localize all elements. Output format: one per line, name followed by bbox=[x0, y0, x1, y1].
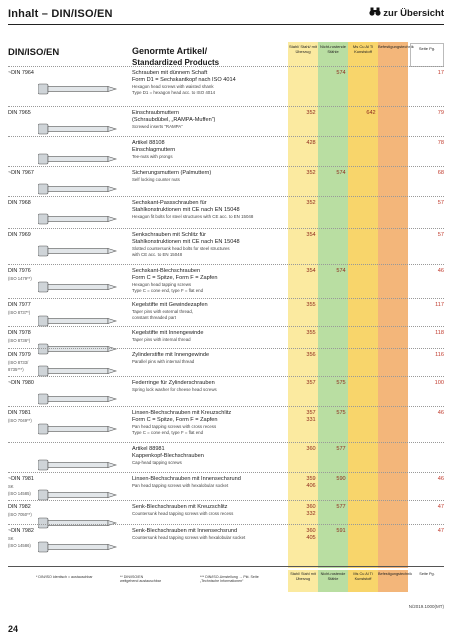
catalog-page-stainless: 577 bbox=[336, 446, 346, 452]
din-number bbox=[8, 504, 32, 518]
catalog-page-steel: 356 bbox=[306, 352, 316, 358]
row-divider bbox=[8, 166, 444, 167]
column-header-fastening: Befestigungstechnik bbox=[378, 44, 414, 49]
row-divider bbox=[8, 442, 444, 443]
overview-label: zur Übersicht bbox=[383, 7, 444, 19]
product-image bbox=[38, 244, 114, 258]
row-divider bbox=[8, 524, 444, 525]
products-heading bbox=[132, 46, 219, 68]
description-en: Taper pins with external thread, constant threaded part bbox=[132, 309, 194, 320]
iso-label: (ISO 1479**) bbox=[8, 276, 32, 281]
description-en: Parallel pins with internal thread bbox=[132, 359, 195, 364]
catalog-page-steel: 352 bbox=[306, 170, 316, 176]
page-link[interactable]: 46 bbox=[437, 476, 444, 482]
column-header-steel: Stahl/ Stahl/ mit Überzug bbox=[288, 44, 317, 54]
iso-label: SK (ISO 14586) bbox=[8, 536, 31, 548]
description-en: Tee-nuts with prongs bbox=[132, 154, 173, 159]
catalog-page-steel: 357 331 bbox=[306, 410, 316, 423]
page-link[interactable]: 46 bbox=[437, 410, 444, 416]
iso-label: (ISO 7050**) bbox=[8, 512, 32, 517]
table-row[interactable] bbox=[8, 268, 444, 296]
description-en: Pan head tapping screws with cross recess Type C = cone end, type F = flat end bbox=[132, 424, 217, 435]
catalog-page-stainless: 591 bbox=[336, 528, 346, 534]
product-description bbox=[132, 232, 292, 257]
table-row[interactable] bbox=[8, 232, 444, 260]
document-code: N/2019.1000(MT) bbox=[408, 604, 444, 609]
row-divider bbox=[8, 376, 444, 377]
table-row[interactable] bbox=[8, 528, 444, 556]
page-link[interactable]: 57 bbox=[437, 200, 444, 206]
product-description bbox=[132, 302, 292, 320]
din-label: ~DIN 7967 bbox=[8, 170, 34, 176]
description-en: Spring lock washer for cheese head screws bbox=[132, 387, 217, 392]
table-row[interactable] bbox=[8, 170, 444, 198]
row-divider bbox=[8, 348, 444, 349]
description-de: Senk-Blechschrauben mit Kreuzschlitz bbox=[132, 504, 228, 510]
product-description bbox=[132, 268, 292, 293]
catalog-page-steel: 352 bbox=[306, 110, 316, 116]
description-de: Artikel 88981 Kappenkopf-Blechschrauben bbox=[132, 446, 204, 459]
table-row[interactable] bbox=[8, 380, 444, 408]
products-heading-en: Standardized Products bbox=[132, 58, 220, 67]
product-description bbox=[132, 504, 292, 517]
din-number bbox=[8, 232, 31, 239]
product-description bbox=[132, 410, 292, 435]
din-number bbox=[8, 380, 34, 387]
product-image bbox=[38, 82, 114, 96]
footer-legend-page: Seite Pg. bbox=[419, 572, 435, 576]
footer-legend-fastening: Befestigungstechnik bbox=[378, 570, 408, 592]
table-row[interactable] bbox=[8, 140, 444, 168]
page-link[interactable]: 17 bbox=[437, 70, 444, 76]
iso-label: (ISO 8736*) bbox=[8, 338, 31, 343]
description-de: Senk-Blechschrauben mit Innensechsrund bbox=[132, 528, 238, 534]
din-label: DIN 7965 bbox=[8, 110, 31, 116]
catalog-page-nonferrous: 642 bbox=[366, 110, 376, 116]
description-en: Pan head tapping screws with hexalobular socket bbox=[132, 483, 229, 488]
catalog-page-steel: 357 bbox=[306, 380, 316, 386]
din-number bbox=[8, 528, 34, 549]
description-de: Linsen-Blechschrauben mit Innensechsrund bbox=[132, 476, 241, 482]
catalog-page-steel: 352 bbox=[306, 200, 316, 206]
description-de: Federringe für Zylinderschrauben bbox=[132, 380, 215, 386]
din-number bbox=[8, 70, 34, 77]
description-en: Slotted countersunk head bolts for steel structures with CE acc. to EN 15048 bbox=[132, 246, 230, 257]
iso-label: SK (ISO 14585) bbox=[8, 484, 31, 496]
product-image bbox=[38, 182, 114, 196]
din-column-heading: DIN/ISO/EN bbox=[8, 47, 60, 58]
product-image bbox=[38, 392, 114, 406]
column-header-page: Seite Pg. bbox=[410, 43, 444, 67]
catalog-page-stainless: 575 bbox=[336, 410, 346, 416]
overview-link[interactable] bbox=[369, 7, 444, 19]
din-number bbox=[8, 200, 31, 207]
description-en: Cap-head tapping screws bbox=[132, 460, 182, 465]
table-row[interactable] bbox=[8, 446, 444, 474]
product-image bbox=[38, 122, 114, 136]
catalog-page-steel: 354 bbox=[306, 232, 316, 238]
description-en: Countersunk head tapping screws with cross recess bbox=[132, 511, 234, 516]
catalog-page-steel: 428 bbox=[306, 140, 316, 146]
page-link[interactable]: 118 bbox=[435, 330, 444, 336]
description-de: Schrauben mit dünnem Schaft Form D1 = Sechskantkopf nach ISO 4014 bbox=[132, 70, 236, 83]
products-heading-de: Genormte Artikel/ bbox=[132, 46, 208, 56]
description-de: Linsen-Blechschrauben mit Kreuzschlitz Form C = Spitze, Form F = Zapfen bbox=[132, 410, 232, 423]
header-rule bbox=[8, 24, 444, 25]
product-description bbox=[132, 352, 292, 365]
page-title: Inhalt – DIN/ISO/EN bbox=[8, 8, 113, 20]
catalog-page-stainless: 590 bbox=[336, 476, 346, 482]
footer-legend-stainless: Nicht-rostende Stähle bbox=[318, 570, 348, 592]
product-image bbox=[38, 152, 114, 166]
din-number bbox=[8, 352, 31, 373]
footnote-3: *** DIN/ISO-Umstellung → Pkt. Seite „Technische Informationen“ bbox=[200, 575, 259, 584]
din-label: ~DIN 7982 bbox=[8, 528, 34, 534]
iso-label: (ISO 8737*) bbox=[8, 310, 31, 315]
page-link[interactable]: 79 bbox=[437, 110, 444, 116]
row-divider bbox=[8, 472, 444, 473]
page-link[interactable]: 68 bbox=[437, 170, 444, 176]
din-number bbox=[8, 170, 34, 177]
iso-label: (ISO 8733/ 8735***) bbox=[8, 360, 29, 372]
footnote-2: ** DIN/ISO/EN weitgehend austauschbar bbox=[120, 575, 161, 584]
product-image bbox=[38, 212, 114, 226]
description-en: Taper pins with internal thread bbox=[132, 337, 191, 342]
description-de: Kegelstifte mit Gewindezapfen bbox=[132, 302, 208, 308]
row-divider bbox=[8, 228, 444, 229]
din-label: DIN 7977 bbox=[8, 302, 31, 308]
table-row[interactable] bbox=[8, 410, 444, 438]
product-description bbox=[132, 110, 292, 130]
catalog-page-steel: 355 bbox=[306, 330, 316, 336]
din-label: DIN 7969 bbox=[8, 232, 31, 238]
catalog-page-stainless: 574 bbox=[336, 268, 346, 274]
product-image bbox=[38, 280, 114, 294]
page-link[interactable]: 47 bbox=[437, 528, 444, 534]
catalog-page-steel: 354 bbox=[306, 268, 316, 274]
catalog-page-steel: 359 406 bbox=[306, 476, 316, 489]
din-number bbox=[8, 330, 31, 344]
row-divider bbox=[8, 264, 444, 265]
catalog-page-steel: 360 405 bbox=[306, 528, 316, 541]
binoculars-icon bbox=[369, 7, 381, 19]
din-label: DIN 7982 bbox=[8, 504, 31, 510]
din-label: ~DIN 7980 bbox=[8, 380, 34, 386]
catalog-page-stainless: 577 bbox=[336, 504, 346, 510]
page-link[interactable]: 117 bbox=[435, 302, 444, 308]
product-description bbox=[132, 330, 292, 343]
description-de: Artikel 88108 Einschlagmuttern bbox=[132, 140, 176, 153]
din-number bbox=[8, 302, 31, 316]
catalog-page-stainless: 575 bbox=[336, 380, 346, 386]
row-divider bbox=[8, 500, 444, 501]
page-link[interactable]: 78 bbox=[437, 140, 444, 146]
product-description bbox=[132, 446, 292, 466]
page-link[interactable]: 57 bbox=[437, 232, 444, 238]
description-de: Zylinderstifte mit Innengewinde bbox=[132, 352, 210, 358]
page-link[interactable]: 47 bbox=[437, 504, 444, 510]
catalog-page-steel: 360 332 bbox=[306, 504, 316, 517]
din-label: DIN 7979 bbox=[8, 352, 31, 358]
row-divider bbox=[8, 106, 444, 107]
description-en: Countersunk head tapping screws with hexalobular socket bbox=[132, 535, 246, 540]
row-divider bbox=[8, 196, 444, 197]
product-image bbox=[38, 458, 114, 472]
catalog-page-steel: 355 bbox=[306, 302, 316, 308]
row-divider bbox=[8, 66, 444, 67]
catalog-page-stainless: 574 bbox=[336, 170, 346, 176]
column-header-nonferrous: Ms Cu Al Ti Kunststoff bbox=[352, 44, 374, 54]
description-en: Hexagon head tapping screws Type C = cone end, type F = flat end bbox=[132, 282, 204, 293]
description-de: Sicherungsmuttern (Palmuttern) bbox=[132, 170, 212, 176]
table-row[interactable] bbox=[8, 70, 444, 98]
product-description bbox=[132, 200, 292, 220]
product-description bbox=[132, 528, 292, 541]
product-description bbox=[132, 70, 292, 95]
table-row[interactable] bbox=[8, 110, 444, 138]
description-de: Einschraubmuttern (Schraubdübel, „RAMPA-Muffen“) bbox=[132, 110, 216, 123]
footer-rule bbox=[8, 566, 444, 567]
page-link[interactable]: 116 bbox=[435, 352, 444, 358]
footer-legend-steel: Stahl/ Stahl mit Überzug bbox=[288, 570, 318, 592]
product-description bbox=[132, 476, 292, 489]
description-de: Sechskant-Passschrauben für Stahlkonstruktionen mit CE nach EN 15048 bbox=[132, 200, 240, 213]
row-divider bbox=[8, 298, 444, 299]
din-label: DIN 7976 bbox=[8, 268, 31, 274]
iso-label: (ISO 7049**) bbox=[8, 418, 32, 423]
page-link[interactable]: 46 bbox=[437, 268, 444, 274]
product-description bbox=[132, 170, 292, 183]
product-description bbox=[132, 380, 292, 393]
description-de: Sechskant-Blechschrauben Form C = Spitze, Form F = Zapfen bbox=[132, 268, 218, 281]
page-link[interactable]: 100 bbox=[434, 380, 444, 386]
product-image bbox=[38, 422, 114, 436]
description-de: Kegelstifte mit Innengewinde bbox=[132, 330, 204, 336]
footnote-1: * DIN/ISO identisch = austauschbar bbox=[36, 575, 93, 579]
din-number bbox=[8, 410, 32, 424]
din-number bbox=[8, 268, 32, 282]
din-label: DIN 7978 bbox=[8, 330, 31, 336]
row-divider bbox=[8, 326, 444, 327]
description-en: Hexagon head screws with waisted shank Type D1 = hexagon head acc. to ISO 4014 bbox=[132, 84, 216, 95]
product-description bbox=[132, 140, 292, 160]
din-label: DIN 7968 bbox=[8, 200, 31, 206]
description-en: Hexagon fit bolts for steel structures with CE acc. to EN 15048 bbox=[132, 214, 254, 219]
description-en: Screwed inserts “RAMPA” bbox=[132, 124, 183, 129]
din-label: ~DIN 7981 bbox=[8, 476, 34, 482]
column-header-stainless: Nicht-rostende Stähle bbox=[319, 44, 346, 54]
din-label: ~DIN 7964 bbox=[8, 70, 34, 76]
din-number bbox=[8, 110, 31, 117]
din-label: DIN 7981 bbox=[8, 410, 31, 416]
catalog-page-steel: 360 bbox=[306, 446, 316, 452]
din-number bbox=[8, 476, 34, 497]
description-en: Self locking counter nuts bbox=[132, 177, 180, 182]
catalog-page-stainless: 574 bbox=[336, 70, 346, 76]
row-divider bbox=[8, 406, 444, 407]
table-row[interactable] bbox=[8, 200, 444, 228]
footer-legend-nonferrous: Ms Cu Al Ti Kunststoff bbox=[348, 570, 378, 592]
product-image bbox=[38, 540, 114, 554]
page-number: 24 bbox=[8, 624, 19, 634]
description-de: Senkschrauben mit Schlitz für Stahlkonstruktionen mit CE nach EN 15048 bbox=[132, 232, 240, 245]
row-divider bbox=[8, 136, 444, 137]
